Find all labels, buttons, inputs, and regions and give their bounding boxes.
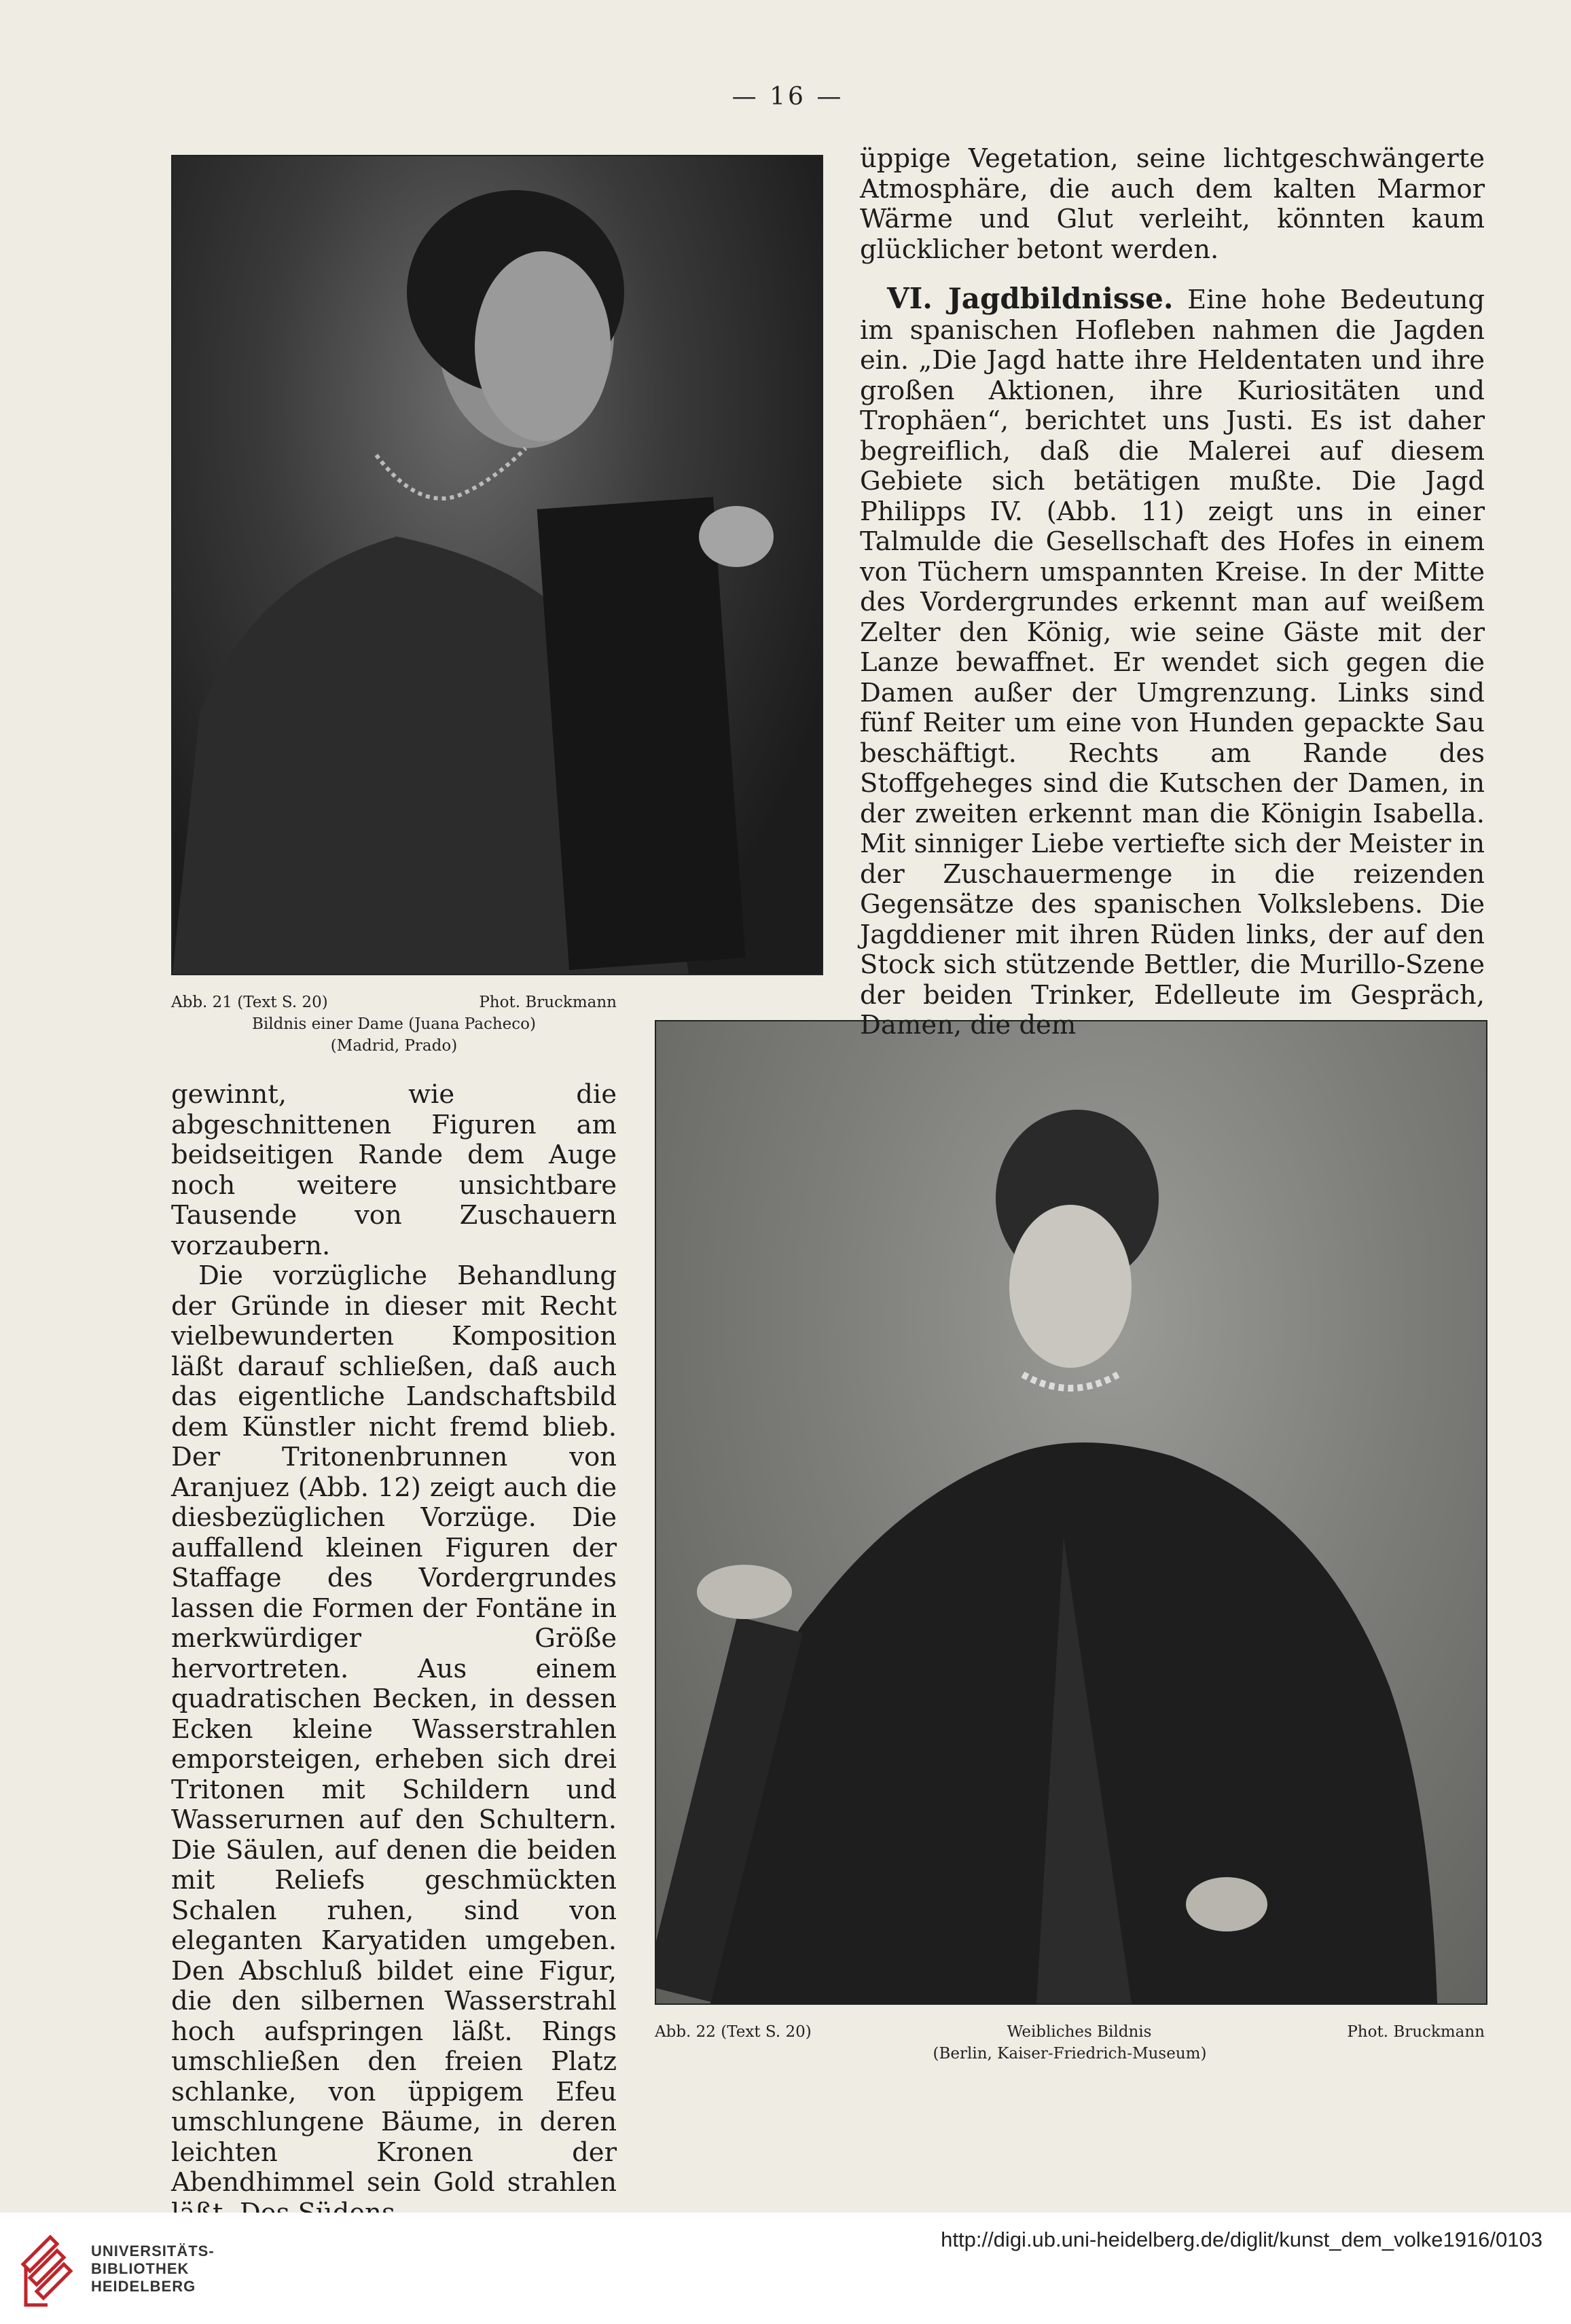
left-paragraph-2: Die vorzügliche Behandlung der Gründe in dieser mit Recht vielbewunderten Komposition läßt darauf schließen, daß auch das eigentliche Landschaftsbild dem Künstler nicht fremd blieb. Der Tritonenbrunnen von Aranjuez (Abb. 12) zeigt auch die diesbezüglichen Vorzüge. Die auffallend kleinen Figuren der Staffage des Vordergrundes lassen die Formen der Fontäne in merkwürdiger Größe hervortreten. Aus einem quadratischen Becken, in dessen Ecken kleine Wasserstrahlen emporsteigen, erheben sich drei Tritonen mit Schildern und Wasserurnen auf den Schultern. Die Säulen, auf denen die beiden mit Reliefs geschmückten Schalen ruhen, sind von eleganten Karyatiden umgeben. Den Abschluß bildet eine Figur, die den silbernen Wasserstrahl hoch aufspringen läßt. Rings umschließen den freien Platz schlanke, von üppigem Efeu umschlungene Bäume, in deren leichten Kronen der Abendhimmel sein Gold strahlen [171,1260,617,2198]
right-text-column [860,144,1485,1041]
figure-21-credit: Phot. Bruckmann [479,994,617,1011]
library-name-line-3: HEIDELBERG [91,2278,196,2295]
library-name-line-1: UNIVERSITÄTS- [91,2243,215,2259]
university-library-logo-icon[interactable] [16,2223,91,2312]
right-paragraph-1: üppige Vegetation, seine lichtgeschwängerte Atmosphäre, die auch dem kalten Marmor Wärme und Glut verleiht, könnten kaum glücklicher betont werden. [860,143,1485,265]
left-text-column [171,1080,617,2228]
portrait-photo-weibliches-bildnis [655,1020,1487,2005]
portrait-illustration [173,156,822,974]
figure-22-title: Weibliches Bildnis [1007,2023,1152,2041]
figure-21-title: Bildnis einer Dame (Juana Pacheco) [252,1015,536,1033]
left-paragraph-1: gewinnt, wie die abgeschnittenen Figuren am beidseitigen Rande dem Auge noch weitere unsichtbare Tausende von Zuschauern vorzaubern. [171,1079,617,1261]
figure-21-caption [171,992,617,1057]
right-paragraph-2-text: Eine hohe Bedeutung im spanischen Hofleben nahmen die Jagden ein. „Die Jagd hatte ihre Heldentaten und ihre großen Aktionen, ihre Kuriositäten und Trophäen“, berichtet uns Justi. Es ist daher begreiflich, daß die Malerei auf diesem Gebiete sich betätigen mußte. Die Jagd Philipps IV. (Abb. 11) zeigt uns in einer Talmulde die Gesellschaft des Hofes in einem von Tüchern umspannten Kreise. In der Mitte des Vordergrundes erkennt man auf weißem Zelter den König, wie seine Gäste mit der Lanze bewaffnet. Er wendet sich gegen die Damen außer der Umgrenzung. Links sind fünf Reiter um eine von Hunden gepackte Sau beschäftigt. Rechts am Rande des Stoffgeheges sind die Kutschen der Damen, in der zweiten erkennt man die Königin Isabella. Mit sinniger Liebe vertiefte sich der Meister in der Zuschauermenge in die reizenden Gegensätze des spanischen Volkslebens. Die Jagddiener mit ihren Rüden links, der auf den Stock sich stützende Bettler, die Murillo-Szene der beiden Trinker, Edelleute im Gespräch, Damen, die dem [860,285,1485,1040]
figure-22-number: Abb. 22 (Text S. 20) [655,2023,812,2041]
figure-21-number: Abb. 21 (Text S. 20) [171,994,328,1011]
figure-22-location: (Berlin, Kaiser-Friedrich-Museum) [933,2045,1207,2063]
figure-22-caption [655,2021,1485,2065]
library-name-line-2: BIBLIOTHEK [91,2260,189,2277]
figure-21-location: (Madrid, Prado) [330,1037,458,1055]
source-url-link[interactable]: http://digi.ub.uni-heidelberg.de/diglit/kunst_dem_volke1916/0103 [941,2228,1542,2251]
portrait-illustration [656,1021,1486,2003]
section-heading: VI. Jagdbildnisse. [887,282,1174,315]
figure-22-credit: Phot. Bruckmann [1347,2023,1485,2041]
library-name[interactable] [91,2243,215,2295]
portrait-photo-juana-pacheco [171,155,823,975]
right-paragraph-2 [860,284,1485,1041]
page-number: — 16 — [732,83,844,111]
